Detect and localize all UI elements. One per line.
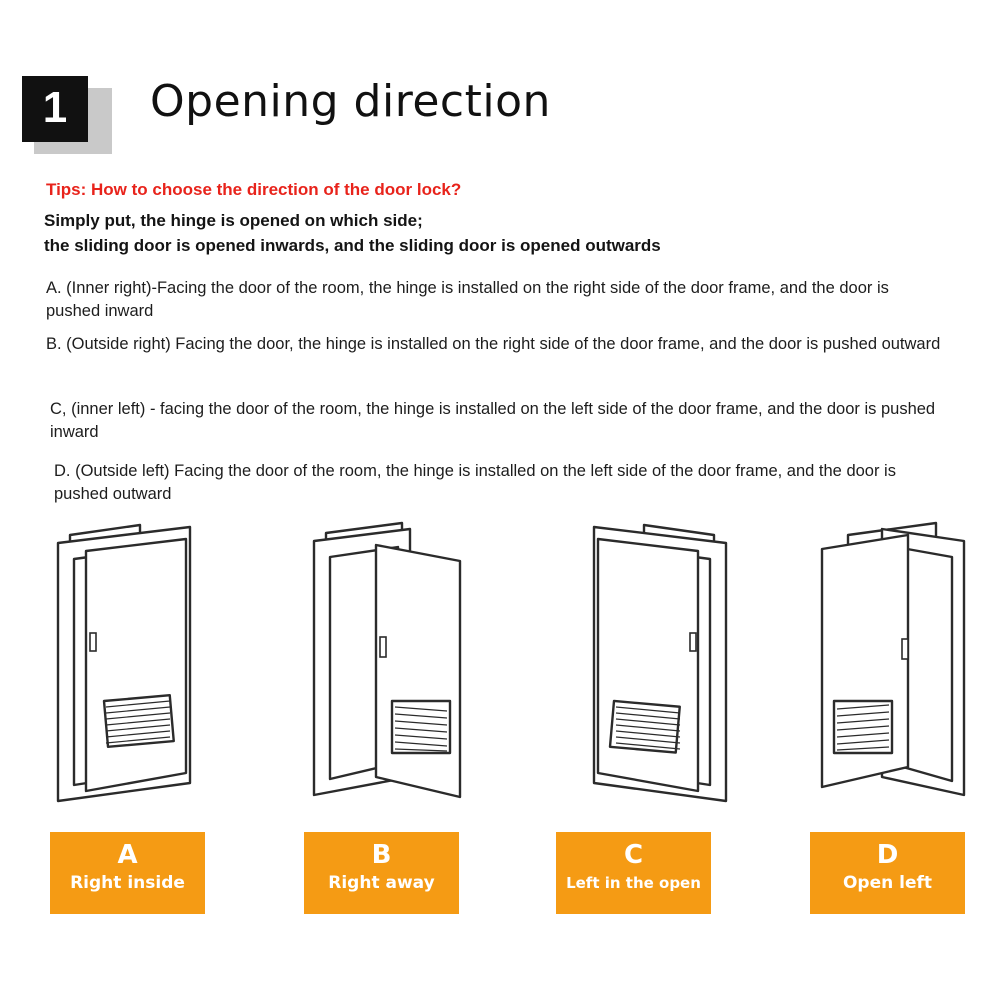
option-label-b[interactable] — [304, 832, 459, 914]
door-figure-b-drawing — [284, 505, 514, 825]
option-letter-a: A — [117, 840, 138, 870]
option-letter-d: D — [876, 840, 899, 870]
door-handle-a — [90, 633, 96, 651]
option-description-c: C, (inner left) - facing the door of the room, the hinge is installed on the left side of the door frame, and the door is pushed inward — [50, 400, 936, 441]
option-labels — [0, 832, 1000, 914]
door-handle-b — [380, 637, 386, 657]
door-figure-a-drawing — [30, 505, 260, 825]
door-figure-d-drawing — [786, 505, 1000, 825]
option-label-a[interactable] — [50, 832, 205, 914]
lead-text — [44, 208, 944, 258]
door-figure-b — [284, 505, 534, 825]
option-label-text-b: Right away — [328, 873, 435, 893]
step-badge — [22, 76, 112, 154]
door-figures — [0, 505, 1000, 825]
door-handle-d — [902, 639, 908, 659]
door-figure-c — [532, 505, 782, 825]
tips-heading: Tips: How to choose the direction of the door lock? — [46, 180, 462, 199]
door-figure-c-drawing — [532, 505, 762, 825]
option-description-b: B. (Outside right) Facing the door, the hinge is installed on the right side of the door frame, and the door is pushed outward — [46, 335, 941, 353]
option-label-c[interactable] — [556, 832, 711, 914]
door-figure-a — [30, 505, 280, 825]
option-letter-c: C — [623, 840, 644, 870]
option-label-d[interactable] — [810, 832, 965, 914]
option-label-text-c: Left in the open — [566, 874, 701, 892]
page-header — [0, 76, 1000, 156]
door-handle-c — [690, 633, 696, 651]
option-description-d: D. (Outside left) Facing the door of the room, the hinge is installed on the left side of the door frame, and the door is pushed outward — [54, 462, 896, 503]
option-letter-b: B — [371, 840, 392, 870]
door-figure-d — [786, 505, 1000, 825]
option-label-text-d: Open left — [842, 873, 933, 893]
option-description-a: A. (Inner right)-Facing the door of the room, the hinge is installed on the right side of the door frame, and the door is pushed inward — [46, 279, 889, 320]
page-title: Opening direction — [150, 76, 551, 127]
option-label-text-a: Right inside — [70, 873, 185, 893]
lead-line-1: Simply put, the hinge is opened on which side; — [44, 211, 423, 230]
step-badge-number: 1 — [42, 83, 68, 132]
lead-line-2: the sliding door is opened inwards, and the sliding door is opened outwards — [44, 236, 661, 255]
